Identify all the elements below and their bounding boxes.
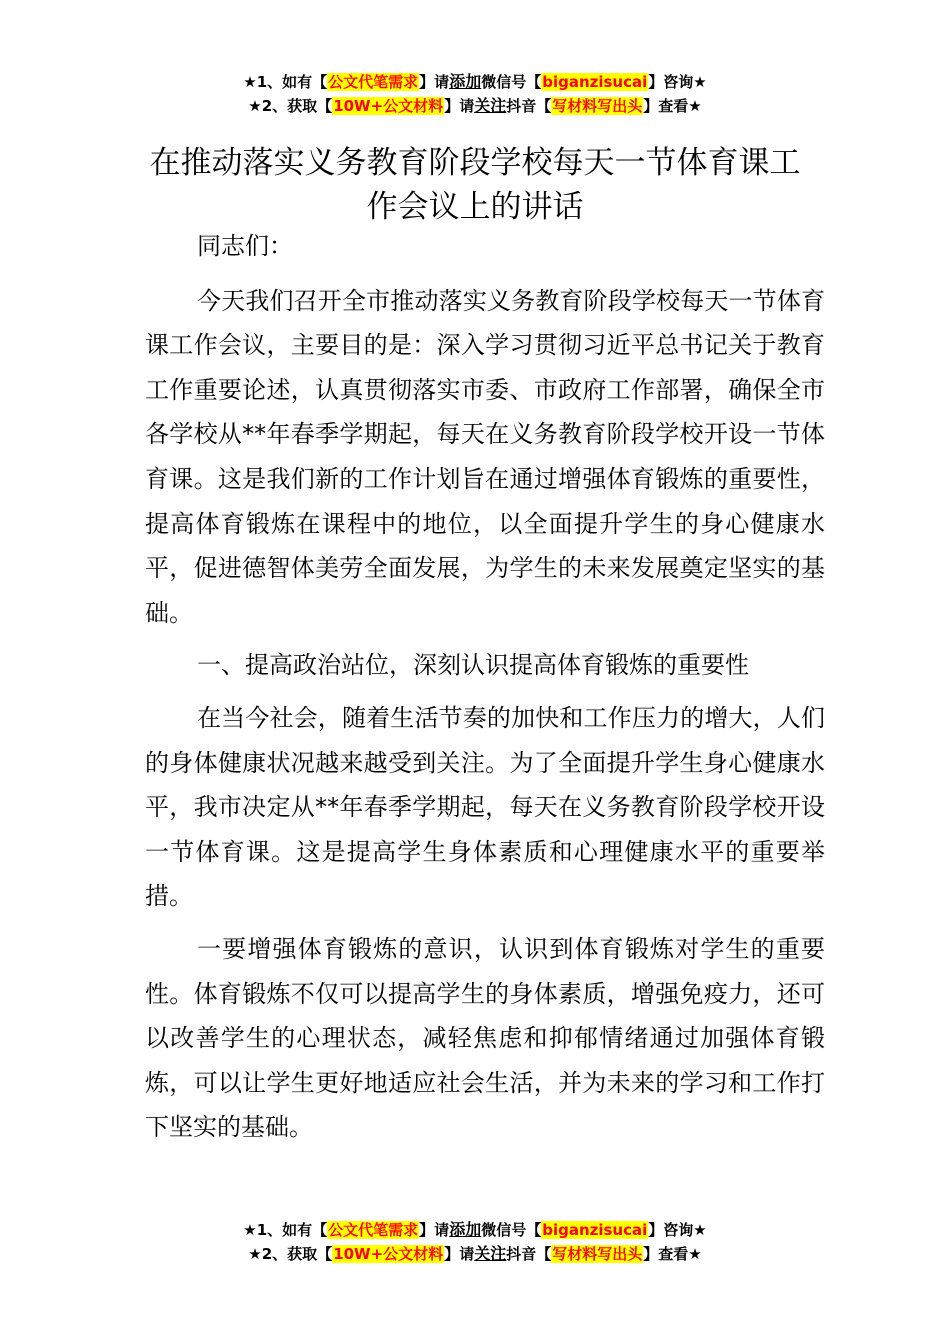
promo-line-1 [0,1218,950,1242]
promo-text: 抖音【 [506,1245,552,1263]
section-heading-1: 一、提高政治站位，深刻认识提高体育锻炼的重要性 [197,651,749,680]
paragraph-section-1: 在当今社会，随着生活节奏的加快和工作压力的增大，人们的身体健康状况越来越受到关注。为了全面提升学生身心健康水平，我市决定从**年春季学期起，每天在义务教育阶段学校开设一节体育课。这是提高学生身体素质和心理健康水平的重要举措。 [145,703,825,911]
footer-promo-banner [0,1218,950,1266]
promo-text: 】查看★ [643,97,702,115]
salutation: 同志们： [197,232,293,260]
paragraph-point-1: 一要增强体育锻炼的意识，认识到体育锻炼对学生的重要性。体育锻炼不仅可以提高学生的身体素质，增强免疫力，还可以改善学生的心理状态，减轻焦虑和抑郁情绪通过加强体育锻炼，可以让学生更好地适应社会生活，并为未来的学习和工作打下坚实的基础。 [145,934,825,1142]
promo-line-2 [0,94,950,118]
promo-highlight-service: 公文代笔需求 [328,73,419,91]
promo-highlight-service: 公文代笔需求 [328,1221,419,1239]
promo-text: 】查看★ [643,1245,702,1263]
promo-text: 】咨询★ [648,73,707,91]
promo-text: ★1、如有【 [243,73,328,91]
promo-underline-add: 添加 [449,1220,482,1239]
paragraph-intro: 今天我们召开全市推动落实义务教育阶段学校每天一节体育课工作会议，主要目的是：深入学习贯彻习近平总书记关于教育工作重要论述，认真贯彻落实市委、市政府工作部署，确保全市各学校从**年春季学期起，每天在义务教育阶段学校开设一节体育课。这是我们新的工作计划旨在通过增强体育锻炼的重要性，提高体育锻炼在课程中的地位，以全面提升学生的身心健康水平，促进德智体美劳全面发展，为学生的未来发展奠定坚实的基础。 [145,286,825,627]
promo-text: ★2、获取【 [248,1245,333,1263]
promo-underline-follow: 关注 [474,1244,507,1263]
promo-text: 】请 [419,1221,450,1239]
header-promo-banner [0,70,950,118]
promo-text: 微信号【 [481,1221,542,1239]
promo-text: 抖音【 [506,97,552,115]
promo-highlight-materials: 10W+公文材料 [333,1245,444,1263]
promo-line-2 [0,1242,950,1266]
promo-text: 】请 [419,73,450,91]
promo-text: 】咨询★ [648,1221,707,1239]
document-title: 在推动落实义务教育阶段学校每天一节体育课工作会议上的讲话 [149,144,801,225]
promo-highlight-wechat-id: biganzisucai [542,73,648,91]
document-body [145,224,825,1158]
promo-highlight-materials: 10W+公文材料 [333,97,444,115]
promo-highlight-wechat-id: biganzisucai [542,1221,648,1239]
promo-text: ★2、获取【 [248,97,333,115]
promo-line-1 [0,70,950,94]
promo-highlight-douyin: 写材料写出头 [552,1245,643,1263]
promo-text: 】请 [444,97,475,115]
promo-text: ★1、如有【 [243,1221,328,1239]
promo-underline-add: 添加 [449,72,482,91]
promo-text: 】请 [444,1245,475,1263]
promo-underline-follow: 关注 [474,96,507,115]
promo-text: 微信号【 [481,73,542,91]
promo-highlight-douyin: 写材料写出头 [552,97,643,115]
